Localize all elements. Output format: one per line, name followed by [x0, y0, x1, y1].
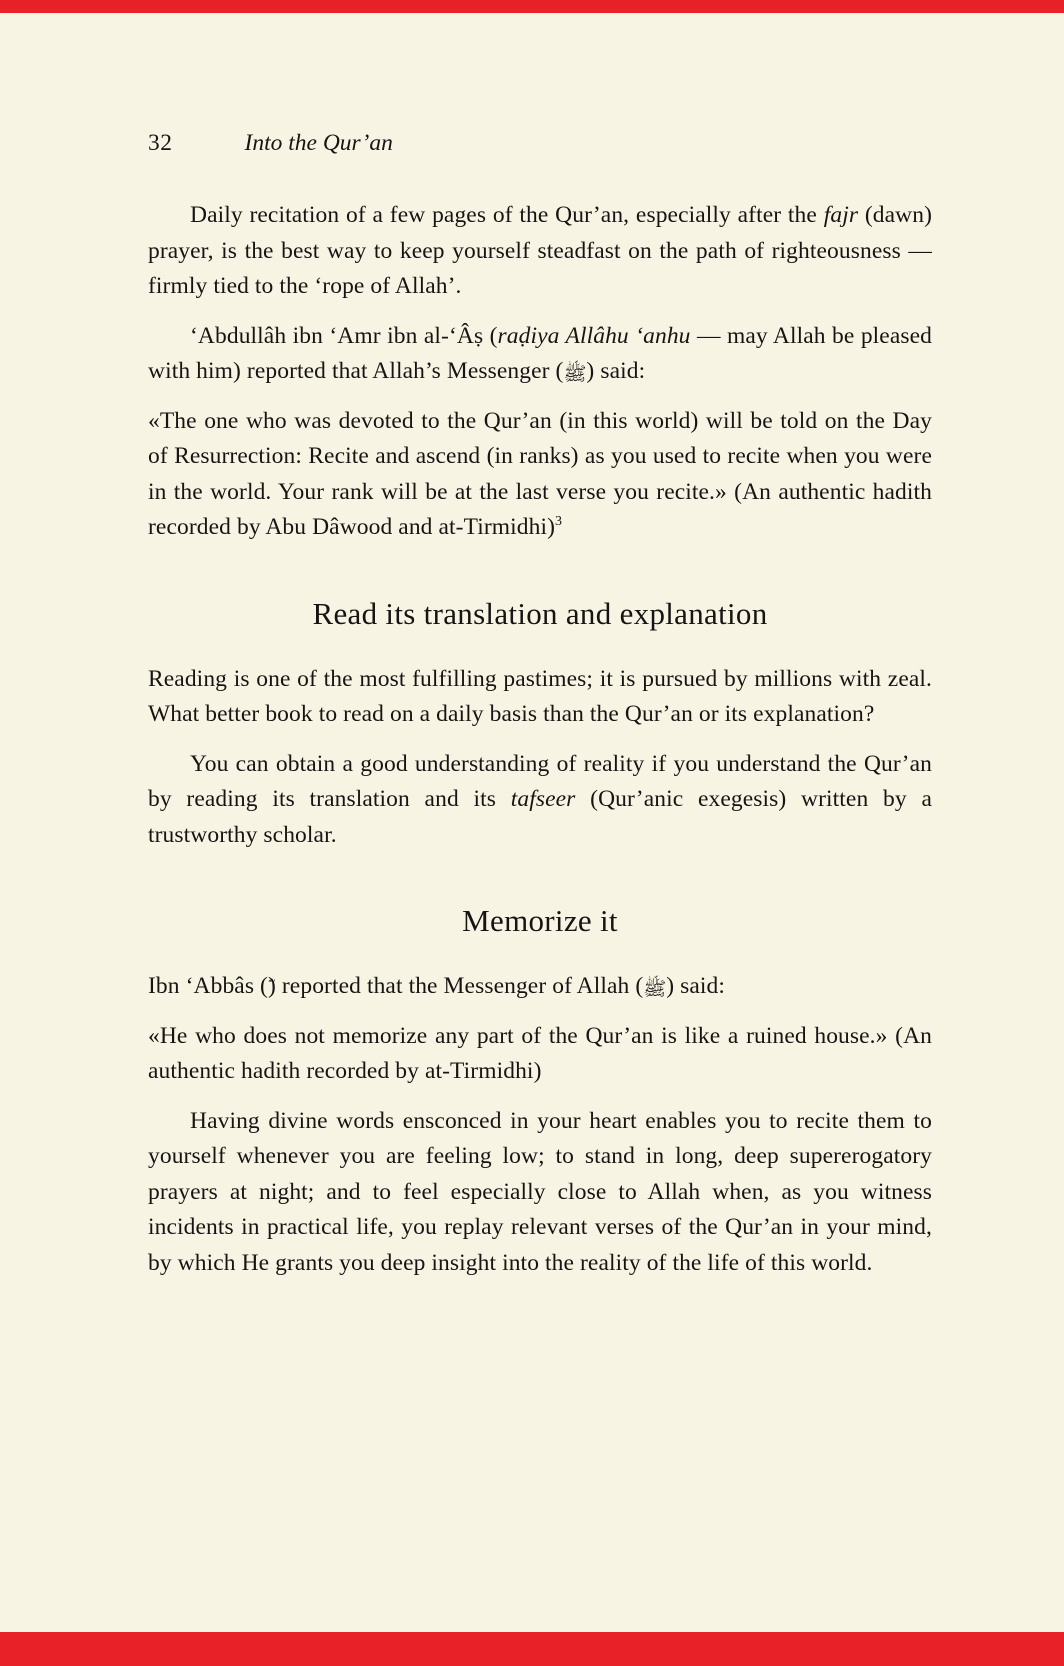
footnote-marker: 3 [555, 514, 563, 530]
pbuh-calligraphy-icon: ﷺ [563, 364, 587, 385]
section-heading-read-translation: Read its translation and explanation [312, 595, 768, 631]
page-number: 32 [148, 130, 173, 156]
italic-term-fajr: fajr [823, 202, 859, 228]
italic-term-tafseer: tafseer [510, 786, 576, 812]
bottom-red-strip [0, 1632, 1064, 1666]
text-run: Reading is one of the most fulfilling pastimes; it is pursued by millions with zeal. What better book to read on a daily basis than the Qur’an or its explanation? [148, 665, 932, 727]
text-run: (dawn) prayer, is the best way to keep yourself steadfast on the path of righteousness — firmly tied to the ‘rope of Allah’. [148, 202, 932, 299]
page-content [148, 0, 932, 1295]
text-run: Ibn ‘Abbâs ( [148, 973, 268, 999]
paragraph-hadith-recite-ascend [148, 404, 932, 546]
paragraph-divine-words [148, 1104, 932, 1282]
italic-term-radiya: raḍiya Allâhu ‘anhu [497, 322, 691, 349]
text-run: «The one who was devoted to the Qur’an (in this world) will be told on the Day of Resurrection: Recite and ascend (in ranks) as you used to recite when you were in the world. Your rank will be at the last verse you recite.» (An authentic hadith recorded by Abu Dâwood and at-Tirmidhi) [148, 407, 932, 540]
pbuh-calligraphy-icon: ﷺ [643, 979, 667, 1000]
paragraph-understanding-reality [148, 747, 932, 854]
paragraph-hadith-ruined-house [148, 1019, 932, 1090]
text-run: — may Allah be pleased with him) reported that Allah’s Messenger ( [148, 322, 932, 384]
paragraph-abdullah-narration [148, 319, 932, 390]
text-run: ) said: [586, 358, 646, 384]
text-run: ) said: [666, 973, 726, 999]
running-header [148, 128, 932, 158]
paragraph-reading-pastime [148, 662, 932, 733]
text-run: Daily recitation of a few pages of the Qur’an, especially after the [190, 202, 824, 228]
text-run: ‘Abdullâh ibn ‘Amr ibn al-‘Âṣ ( [190, 322, 498, 349]
paragraph-ibn-abbas-narration [148, 969, 932, 1005]
text-run: (Qur’anic exegesis) written by a trustworthy scholar. [148, 786, 932, 848]
text-run: ) reported that the Messenger of Allah ( [267, 973, 644, 999]
section-heading-memorize-it: Memorize it [462, 903, 618, 938]
running-title: Into the Qur’an [244, 130, 393, 156]
paragraph-daily-recitation [148, 198, 932, 305]
text-run: «He who does not memorize any part of the Qur’an is like a ruined house.» (An authentic hadith recorded by at-Tirmidhi) [148, 1022, 932, 1084]
text-run: Having divine words ensconced in your heart enables you to recite them to yourself whenever you are feeling low; to stand in long, deep supererogatory prayers at night; and to feel especially close to Allah when, as you witness incidents in practical life, you replay relevant verses of the Qur’an in your mind, by which He grants you deep insight into the reality of the life of this world. [148, 1107, 932, 1276]
text-run: You can obtain a good understanding of reality if you understand the Qur’an by reading its translation and its [148, 750, 932, 812]
